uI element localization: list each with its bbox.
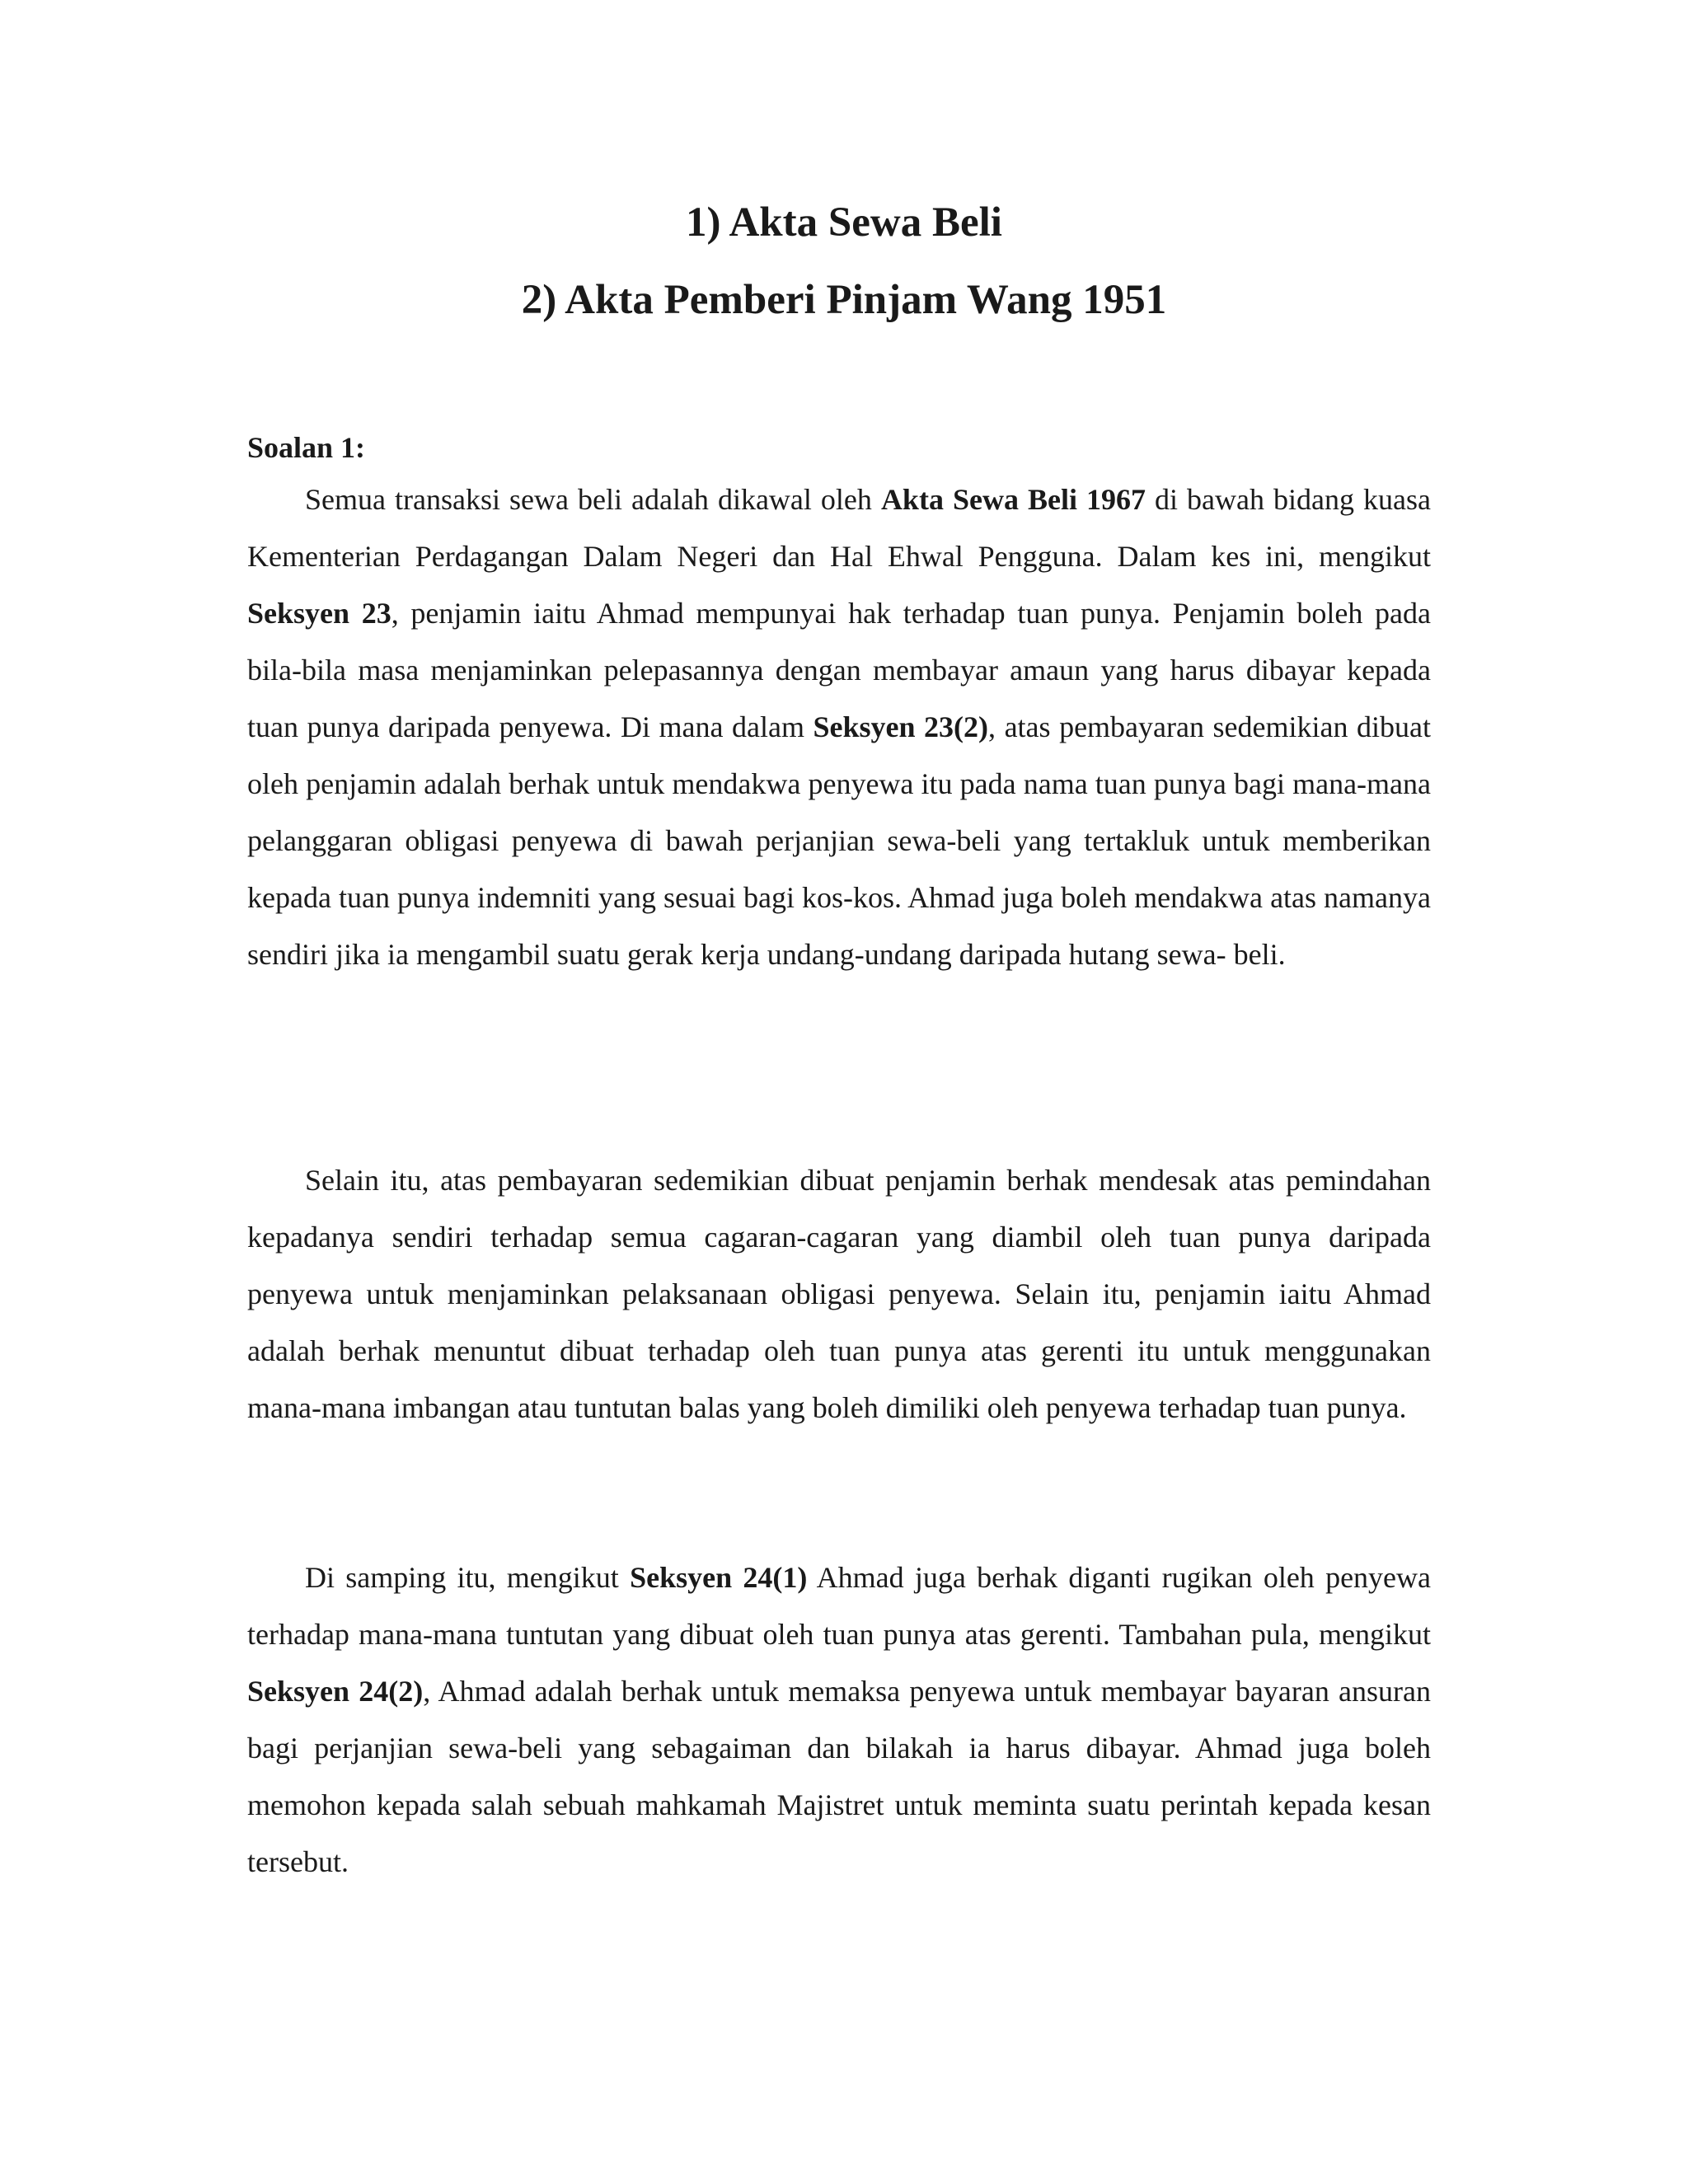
text-segment: Semua transaksi sewa beli adalah dikawal oleh bbox=[305, 483, 881, 516]
bold-reference: Seksyen 23 bbox=[247, 597, 392, 630]
paragraph-1 bbox=[247, 471, 1431, 983]
text-segment: , Ahmad adalah berhak untuk memaksa penyewa untuk membayar bayaran ansuran bagi perjanjian sewa-beli yang sebagaiman dan bilakah ia harus dibayar. Ahmad juga boleh memohon kepada salah sebuah mahkamah Majistret untuk meminta suatu perintah kepada kesan tersebut. bbox=[247, 1675, 1431, 1878]
text-segment: Selain itu, atas pembayaran sedemikian dibuat penjamin berhak mendesak atas pemindahan kepadanya sendiri terhadap semua cagaran-cagaran yang diambil oleh tuan punya daripada penyewa untuk menjaminkan pelaksanaan obligasi penyewa. Selain itu, penjamin iaitu Ahmad adalah berhak menuntut dibuat terhadap oleh tuan punya atas gerenti itu untuk menggunakan mana-mana imbangan atau tuntutan balas yang boleh dimiliki oleh penyewa terhadap tuan punya. bbox=[247, 1164, 1431, 1424]
document-title-2: 2) Akta Pemberi Pinjam Wang 1951 bbox=[521, 277, 1167, 323]
text-segment: di bawah bidang kuasa Kementerian Perdagangan Dalam Negeri dan Hal Ehwal Pengguna. Dalam kes ini, mengikut bbox=[247, 483, 1432, 573]
text-segment: Di samping itu, mengikut bbox=[305, 1561, 631, 1594]
bold-reference: Akta Sewa Beli 1967 bbox=[880, 483, 1146, 516]
paragraph-3 bbox=[247, 1549, 1431, 1891]
bold-reference: Seksyen 23(2) bbox=[813, 710, 989, 743]
text-segment: , penjamin iaitu Ahmad mempunyai hak terhadap tuan punya. Penjamin boleh pada bila-bila masa menjaminkan pelepasannya dengan membayar amaun yang harus dibayar kepada tuan punya daripada penyewa. Di mana dalam bbox=[247, 597, 1432, 743]
text-segment: Ahmad juga berhak diganti rugikan oleh penyewa terhadap mana-mana tuntutan yang dibuat oleh tuan punya atas gerenti. Tambahan pula, mengikut bbox=[247, 1561, 1431, 1651]
bold-reference: Seksyen 24(2) bbox=[247, 1675, 424, 1708]
bold-reference: Seksyen 24(1) bbox=[630, 1561, 808, 1594]
question-heading: Soalan 1: bbox=[247, 431, 366, 464]
paragraph-2 bbox=[247, 1152, 1431, 1436]
text-segment: , atas pembayaran sedemikian dibuat oleh penjamin adalah berhak untuk mendakwa penyewa itu pada nama tuan punya bagi mana-mana pelanggaran obligasi penyewa di bawah perjanjian sewa-beli yang tertakluk untuk memberikan kepada tuan punya indemniti yang sesuai bagi kos-kos. Ahmad juga boleh mendakwa atas namanya sendiri jika ia mengambil suatu gerak kerja undang-undang daripada hutang sewa- beli. bbox=[247, 710, 1431, 971]
document-title-1: 1) Akta Sewa Beli bbox=[686, 199, 1002, 246]
